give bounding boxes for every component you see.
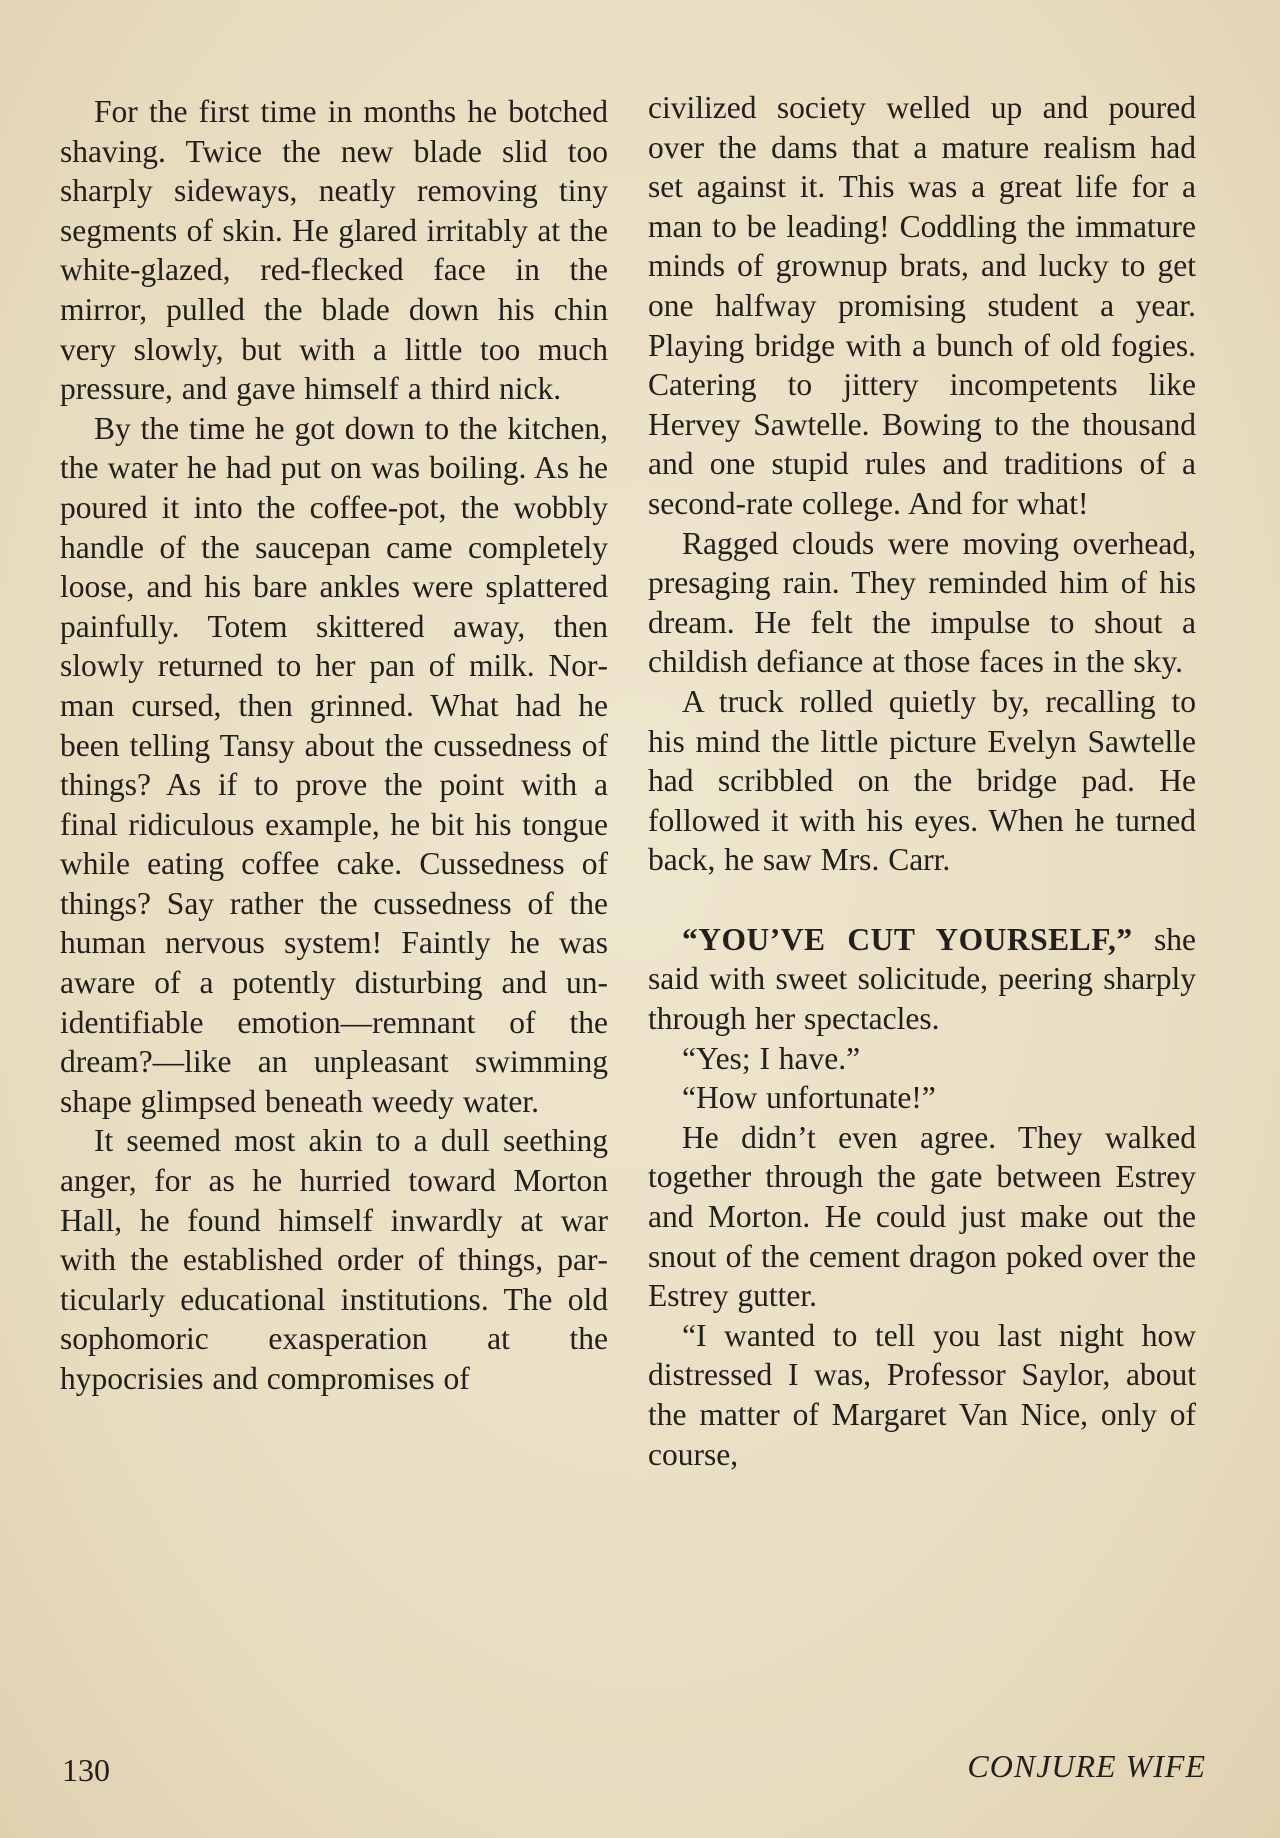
- paragraph-truck: A truck rolled quietly by, recalling to his mind the little picture Evelyn Sawtelle had scribbled on the bridge pad. He followed it with his eyes. When he turned back, he saw Mrs. Carr.: [648, 683, 1196, 878]
- paragraph-continuation: civilized society welled up and poured over the dams that a mature realism had set against it. This was a great life for a man to be leading! Coddling the immature minds of grownup brats, and lucky to get one halfway promising student a year. Playing bridge with a bunch of old fogies. Catering to jittery incompetents like Hervey Sawtelle. Bowing to the thousand and one stupid rules and traditions of a second-rate college. And for what!: [648, 90, 1196, 521]
- right-column: [648, 88, 1196, 1474]
- dialogue-yes: “Yes; I have.”: [682, 1040, 861, 1076]
- dialogue-unfortunate: “How unfortunate!”: [682, 1080, 936, 1116]
- paragraph-kitchen: By the time he got down to the kitchen, the water he had put on was boiling. As he poured it into the coffee-pot, the wobbly handle of the saucepan came completely loose, and his bare ankles were splattered painfully. Totem skittered away, then slowly returned to her pan of milk. Norman cursed, then grinned. What had he been telling Tansy about the cussedness of things? As if to prove the point with a final ridiculous example, he bit his tongue while eating coffee cake. Cussedness of things? Say rather the cussedness of the human nervous system! Faintly he was aware of a potently disturbing and unidentifiable emotion—remnant of the dream?—like an unpleasant swimming shape glimpsed beneath weedy water.: [60, 410, 608, 1119]
- left-column: [60, 92, 608, 1399]
- paragraph-section-start: [648, 920, 1196, 1039]
- paragraph-gate: He didn’t even agree. They walked together through the gate between Estrey and Morton. He could just make out the snout of the cement dragon poked over the Estrey gutter.: [648, 1119, 1196, 1314]
- page-number: 130: [62, 1752, 110, 1788]
- paragraph-anger: It seemed most akin to a dull seething anger, for as he hurried toward Morton Hall, he found himself inwardly at war with the established order of things, particularly educational institutions. The old sophomoric exasperation at the hypocrisies and compromises of: [60, 1123, 608, 1396]
- dialogue-distressed: “I wanted to tell you last night how distressed I was, Professor Saylor, about the matter of Margaret Van Nice, only of course,: [648, 1317, 1196, 1472]
- paragraph-shaving: For the first time in months he botched shaving. Twice the new blade slid too sharply sideways, neatly removing tiny segments of skin. He glared irritably at the white-glazed, red-flecked face in the mirror, pulled the blade down his chin very slowly, but with a little too much pressure, and gave himself a third nick.: [60, 94, 608, 407]
- paragraph-clouds: Ragged clouds were moving overhead, presaging rain. They reminded him of his dream. He felt the impulse to shout a childish defiance at those faces in the sky.: [648, 525, 1196, 680]
- running-title: CONJURE WIFE: [967, 1748, 1206, 1784]
- section-lead-caps: “YOU’VE CUT YOURSELF,”: [682, 921, 1133, 957]
- section-lead-rest: she said with sweet solicitude, peering sharply through her spectacles.: [648, 921, 1197, 1037]
